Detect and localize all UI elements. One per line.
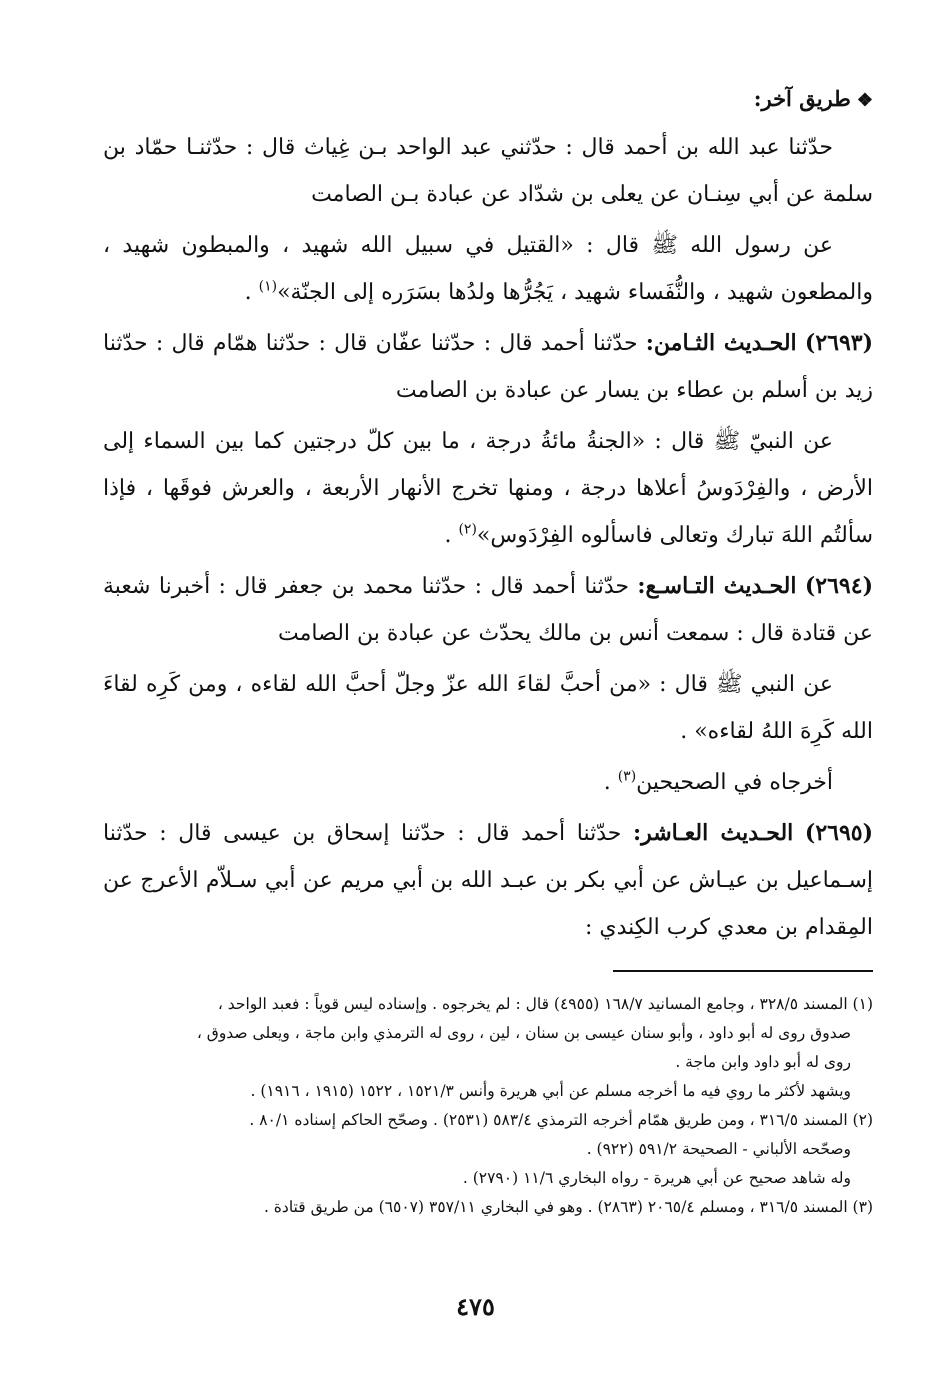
- paragraph: [103, 810, 873, 951]
- page-number: ٤٧٥: [456, 1292, 495, 1321]
- paragraph: عن رسول الله ﷺ قال : «القتيل في سبيل الله شهيد ، والمبطون شهيد ، والمطعون شهيد ، والنُّفَساء شهيد ، يَجُرُّها ولدُها بسَرَره إلى الجنّة»$^{(١)}$ .: [103, 233, 873, 305]
- footnote-line: ويشهد لأكثر ما روي فيه ما أخرجه مسلم عن أبي هريرة وأنس ١٥٢١/٣ ، ١٥٢٢ (١٩١٥ ، ١٩١٦) .: [250, 1082, 851, 1100]
- paragraph: [103, 661, 873, 755]
- diamond-bullet-icon: ❖: [856, 90, 873, 111]
- paragraph: [103, 124, 873, 218]
- hadith-number: (٢٦٩٥): [804, 820, 873, 846]
- paragraph-text: حدّثنا أحمد قال : حدّثنا إسحاق بن عيسى قال : حدّثنا إسـماعيل بن عيـاش عن أبي بكر بن عبـد الله بن أبي مريم عن أبي سـلاّم الأعرج عن المِقدام بن معدي كرب الكِندي :: [103, 821, 873, 940]
- footnote-line: وصحّحه الألباني - الصحيحة ٥٩١/٢ (٩٢٢) .: [586, 1140, 851, 1158]
- hadith-title: الحـديث العـاشر:: [632, 820, 794, 846]
- footnote-line: وله شاهد صحيح عن أبي هريرة - رواه البخاري ١١/٦ (٢٧٩٠) .: [462, 1169, 851, 1187]
- section-heading: [103, 84, 873, 116]
- footnote-ref: (٣): [617, 768, 637, 785]
- footnote-line: (٢) المسند ٣١٦/٥ ، ومن طريق همّام أخرجه الترمذي ٥٨٣/٤ (٢٥٣١) . وصحّح الحاكم إسناده ٨٠/١ .: [249, 1111, 873, 1129]
- footnote-line: روى له أبو داود وابن ماجة .: [675, 1053, 851, 1071]
- paragraph-text: حدّثنا أحمد قال : حدّثنا محمد بن جعفر قال : أخبرنا شعبة عن قتادة قال : سمعت أنس بن مالك يحدّث عن عبادة بن الصامت: [103, 574, 873, 646]
- paragraph-text: حدّثنا عبد الله بن أحمد قال : حدّثني عبد الواحد بـن غِياث قال : حدّثنـا حمّاد بن سلمة عن أبي سِنـان عن يعلى بن شدّاد عن عبادة بـن الصامت: [103, 135, 873, 207]
- heading-text: طريق آخر:: [753, 86, 851, 111]
- footnote-separator: [613, 970, 873, 972]
- footnote-line: (١) المسند ٣٢٨/٥ ، وجامع المسانيد ١٦٨/٧ (٤٩٥٥) قال : لم يخرجوه . وإسناده ليس قوياً : فعبد الواحد ،: [217, 995, 873, 1013]
- main-text: [103, 84, 873, 955]
- paragraph-text: أخرجاه في الصحيحين: [636, 770, 833, 795]
- paragraph-text: عن النبيّ ﷺ قال : «الجنةُ مائةُ درجة ، ما بين كلّ درجتين كما بين السماء إلى الأرض ، والفِرْدَوسُ أعلاها درجة ، ومنها تخرج الأنهار الأربعة ، والعرش فوقَها ، فإذا سألتُم اللهَ تبارك وتعالى فاسألوه الفِرْدَوس»: [103, 429, 873, 548]
- paragraph-text: حدّثنا أحمد قال : حدّثنا عفّان قال : حدّثنا همّام قال : حدّثنا زيد بن أسلم بن عطاء بن يسار عن عبادة بن الصامت: [103, 331, 873, 403]
- paragraph-text: عن رسول الله ﷺ قال : «القتيل في سبيل الله شهيد ، والمبطون شهيد ، والمطعون شهيد ، والنُّفَساء شهيد ، يَجُرُّها ولدُها بسَرَره إلى الجنّة»: [103, 233, 873, 305]
- footnote-line: صدوق روى له أبو داود ، وأبو سنان عيسى بن سنان ، لين ، روى له الترمذي وابن ماجة ، ويعلى صدوق ،: [196, 1024, 851, 1042]
- hadith-title: الحـديث الثـامن:: [645, 330, 797, 356]
- footnote-ref: (١): [258, 278, 278, 295]
- paragraph: أخرجاه في الصحيحين$^{(٣)}$ .: [603, 768, 833, 795]
- hadith-title: الحـديث التـاسـع:: [637, 573, 797, 599]
- paragraph: [103, 320, 873, 414]
- hadith-number: (٢٦٩٣): [804, 330, 873, 356]
- footnote-line: (٣) المسند ٣١٦/٥ ، ومسلم ٢٠٦٥/٤ (٢٨٦٣) . وهو في البخاري ٣٥٧/١١ (٦٥٠٧) من طريق قتادة .: [263, 1198, 873, 1216]
- hadith-number: (٢٦٩٤): [804, 573, 873, 599]
- footnote-ref: (٢): [458, 521, 477, 538]
- paragraph-text: عن النبي ﷺ قال : «من أحبَّ لقاءَ الله عزّ وجلّ أحبَّ الله لقاءه ، ومن كَرِه لقاءَ الله كَرِهَ اللهُ لقاءه» .: [103, 672, 873, 744]
- paragraph: عن النبيّ ﷺ قال : «الجنةُ مائةُ درجة ، ما بين كلّ درجتين كما بين السماء إلى الأرض ، والفِرْدَوسُ أعلاها درجة ، ومنها تخرج الأنهار الأربعة ، والعرش فوقَها ، فإذا سألتُم اللهَ تبارك وتعالى فاسألوه الفِرْدَوس»$^{(٢)}$ .: [103, 429, 873, 548]
- footnotes: [93, 990, 873, 1222]
- paragraph: [103, 563, 873, 657]
